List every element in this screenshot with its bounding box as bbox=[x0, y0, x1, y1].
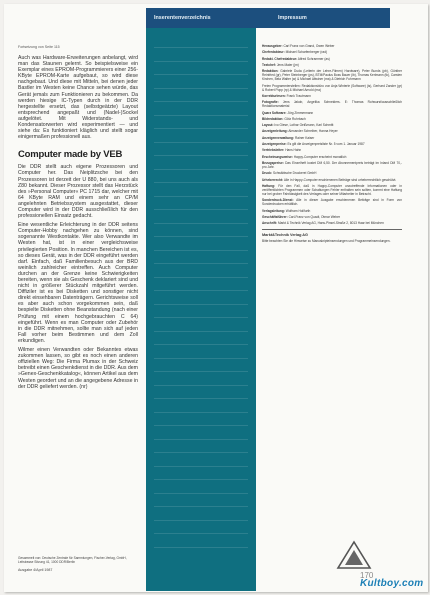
issue-label: Ausgabe 4/April 1987 bbox=[18, 568, 53, 573]
impressum-label: Sonderdruck-Dienst: bbox=[262, 198, 294, 203]
article-footer bbox=[18, 556, 138, 573]
impressum-entry bbox=[262, 44, 402, 48]
publisher-box-head: Markt&Technik Verlag AG bbox=[262, 233, 308, 238]
impressum-text: Michael Scharfenberger (rad) bbox=[285, 50, 328, 55]
impressum-text: Jörg Zimmermann bbox=[287, 110, 314, 115]
impressum-entry bbox=[262, 171, 402, 175]
impressum-entry bbox=[262, 155, 402, 159]
impressum-entry bbox=[262, 221, 402, 225]
footer-credit: Gesammelt von: Deutsche Zentrale für Sammlungen, Fischer-Verlag, GmbH, Leitstrasse Sitzung 41, 1000 DDR/Berlin bbox=[18, 556, 127, 565]
article-paragraph: Die DDR stellt auch eigene Prozessoren und Computer her. Das Neiplitzsche bei den Prozessoren ist derzeit der U 880, bei uns auch als Z80 bekannt. Dieser Prozessor stellt das Herzstück des »Personal Computer« PC 1715 dar, welcher mit 64 KByte RAM und einem sehr an CP/M angelehnten Betriebssystem ausgestattet, dieser Computer wird in der DDR ausschließlich für den professionellen Einsatz gedacht. bbox=[18, 164, 138, 220]
impressum-entry bbox=[262, 123, 402, 127]
impressum-text: Carl Franz von Grand, Owen Weber bbox=[283, 44, 335, 48]
impressum-label: Erscheinungsweise: bbox=[262, 154, 293, 159]
impressum-entry bbox=[262, 161, 402, 169]
impressum-label: Druck: bbox=[262, 171, 273, 176]
impressum-label: Redakt. Chefredakteur: bbox=[262, 56, 298, 61]
impressum-label: Bezugspreise: bbox=[262, 160, 284, 165]
impressum-label: Fotografie: bbox=[262, 100, 279, 105]
article-paragraph: Wilmer einen Verwandten oder Bekanntes etwas zukommen lassen, so gibt es noch einen anderen offiziellen Weg: Die Firma Plumax in der Schweiz betreibt einen Geschenkdienst in die DDR. Aus dem »Genex-Geschenkkatalog«, können Artikel aus dem Westen geordert und an die angegebene Adresse in der DDR geliefert werden. (nr) bbox=[18, 347, 138, 390]
impressum-text: Frank Trautmann bbox=[286, 93, 311, 98]
impressum-label: Verlagsleitung: bbox=[262, 208, 285, 213]
impressum-text: Alexander Schreiber, Hanna Heyer bbox=[288, 129, 338, 134]
impressum-label: Anzeigenverwaltung: bbox=[262, 135, 295, 140]
impressum-text: Carl-Franz von Quadt, Otmar Weber bbox=[288, 214, 341, 219]
impressum-text: Rainer Kaiser bbox=[294, 135, 315, 140]
impressum-label: Korrekturlesen: bbox=[262, 93, 286, 98]
impressum-entry bbox=[262, 178, 402, 182]
section-heading: Computer made by VEB bbox=[18, 149, 123, 161]
impressum-label: Anzeigenleitung: bbox=[262, 129, 288, 134]
page-number: 170 bbox=[360, 571, 374, 580]
impressum-text: Wolfram Hollfurth bbox=[285, 208, 311, 213]
impressum-text: Alfred Schrammer (as) bbox=[297, 56, 330, 61]
impressum-entry bbox=[262, 100, 402, 108]
impressum-text: Ivo Giese, Lothar Geißmann, Karl Schmitt bbox=[274, 123, 334, 128]
impressum-label: Layout: bbox=[262, 123, 274, 128]
tab-impressum: Impressum bbox=[278, 15, 307, 21]
publisher-box-text: Bitte beachten Sie die Hinweise zu Manuskripteinsendungen und Programmeinsendungen. bbox=[262, 239, 391, 244]
impressum-text: Für den Fall, daß in Happy-Computer unzutreffende Informationen oder in veröffentlichten Programmen oder Schaltungen Fehler enthalten sein sollten, kommt eine Haftung nur bei grober Fahrlässigkeit des Verlages oder seiner Mitarbeiter in Betracht. bbox=[262, 183, 402, 196]
impressum-label: Vertriebsleiter: bbox=[262, 148, 285, 153]
continued-note: Fortsetzung von Seite 115 bbox=[18, 45, 60, 49]
impressum-text: Markt & Technik Verlag AG, Hans-Pinsel-Straße 2, 8013 Haar bei München bbox=[277, 221, 384, 226]
impressum-label: Geschäftsführer: bbox=[262, 214, 288, 219]
impressum-label: Haftung: bbox=[262, 183, 276, 188]
impressum-column bbox=[262, 44, 402, 246]
impressum-label: Textchef: bbox=[262, 62, 276, 67]
publisher-box bbox=[262, 229, 402, 243]
impressum-text: Alle in dieser Ausgabe erschienenen Beiträge sind in Form von Sonderdrucken erhältlich. bbox=[262, 198, 402, 207]
impressum-label: Anschrift: bbox=[262, 221, 278, 226]
impressum-label: Urheberrecht: bbox=[262, 177, 284, 182]
impressum-text: Das Einzelheft kostet DM 6,50. Der Abonnementpreis beträgt im Inland DM 70,- pro Jahr. bbox=[262, 160, 403, 169]
impressum-entry bbox=[262, 142, 402, 146]
article-column bbox=[18, 45, 138, 393]
impressum-label: Quarz Software: bbox=[262, 110, 287, 115]
article-paragraph: Eine wesentliche Erleichterung in der DDR seitens Computer-Hobby nachgehen zu können, sind sogenannte Westkontakte. Wer also Verwandte im Westen hat, ist in einer vergleichsweise privilegierten Position. In manchen Bereichen ist es, so dieses Gerät, was in der DDR eingeführt werden darf. Einfach, daß Familienbesuch aus der BRD weinlich zahlreicher eintreffen. Auch Computer durchen an der Grenze keine Schwierigkeiten bereiten, wenn sie als Geschenk deklariert sind und nicht in größerer Stückzahl mitgeführt werden. Diffiziler ist es bei Disketten und sonstiger nicht direkt einsehbaren Datenträgern. Gerichtsweise soll es aber auch schon vorgekommen sein, daß bespielte Disketten ohne Beanstandung (nach einer Prüfung mit einem hochgebrauchten C 64) eingeführt. Wenn es man Computer oder Zubehör in die DDR mitnehmen, sollte man sich auf jeden Fall vorher beim Bestimmen und dem Zoll erkundigen. bbox=[18, 222, 138, 344]
section-header-bar bbox=[146, 8, 390, 28]
impressum-text: Es gilt die Anzeigenpreisliste Nr. 5 vom 1. Januar 1987 bbox=[287, 142, 365, 147]
impressum-entry bbox=[262, 209, 402, 213]
impressum-label: Redaktion: bbox=[262, 69, 279, 74]
impressum-text: Schwäbische Druckerei GmbH bbox=[273, 171, 317, 176]
impressum-text: Jens Maier (jm) bbox=[276, 62, 299, 67]
impressum-label: Chefredakteur: bbox=[262, 50, 285, 55]
impressum-label: Bildredaktion: bbox=[262, 116, 284, 121]
impressum-entry bbox=[262, 215, 402, 219]
impressum-text: Götz Ruhrbach bbox=[284, 116, 306, 121]
impressum-entry bbox=[262, 63, 402, 67]
impressum-entry bbox=[262, 111, 402, 115]
impressum-label: Herausgeber: bbox=[262, 44, 283, 48]
impressum-entry bbox=[262, 94, 402, 98]
impressum-entry bbox=[262, 129, 402, 133]
markt-technik-logo bbox=[336, 540, 372, 570]
impressum-text: Happy-Computer erscheint monatlich bbox=[293, 154, 347, 159]
watermark-logo: Kultboy.com bbox=[360, 578, 424, 589]
impressum-text: Freien Programmierstellen: Redaktionsbüro von Anja Winterle (Software) (is), Gerhard Zander (gr) & Robert Popp (rp) & Michael Arnold (ma) bbox=[262, 83, 402, 92]
impressum-entry bbox=[262, 148, 402, 152]
impressum-entry bbox=[262, 84, 402, 92]
tab-inserentenverzeichnis: Inserentenverzeichnis bbox=[154, 15, 211, 21]
impressum-entry bbox=[262, 198, 402, 206]
impressum-entry bbox=[262, 57, 402, 61]
impressum-entry bbox=[262, 136, 402, 140]
impressum-text: Alle in Happy-Computer erschienenen Beiträge sind urheberrechtlich geschützt. bbox=[283, 177, 397, 182]
impressum-text: Hans Hahn bbox=[285, 148, 302, 153]
article-paragraph: Auch was Hardware-Erweiterungen anbelangt, wird man das Staunen gelernt. So beispielsweise ein Exemplar eines EPROM-Programmierers einer 256-KByte EPROM-Karte aufgebaut, so wird diese nachgebaut. Und diese mit Mitteln, bei denen jeder Bastler im Westen keine Chance sehen würde, das Gerät jemals zum Funktionieren zu bekommen. Da werden hiesige IC-Typen durch in der DDR hergestellte ersetzt, das (selbstgeätzte) Layout entsprechend angepaßt und (Nadel-)Sockel aufgelötet. Mit Widerstands- und Kondensatorwerten wird experimentiert — und siehe da: Es funktioniert kläglich und stellt sogar einigermaßen professionell aus. bbox=[18, 55, 138, 141]
impressum-text: Gabriele Duda (Leiterin der Lehre-Filmen) Hardware), Peter Bunds (pb), Günther Reinfried (gr), Peter Steinberger (ps), BTM/Paulus Boss Bauer (lb), Thomas Kerlmann (tk), Carsten Kirchen, Bela Walter (w) & Michael Altwiner (ma) & Dietrich Fuhrmann bbox=[262, 69, 403, 82]
impressum-label: Anzeigenpreise: bbox=[262, 142, 287, 147]
impressum-entry bbox=[262, 69, 402, 81]
impressum-entry bbox=[262, 50, 402, 54]
teal-sidebar-lines bbox=[146, 34, 256, 574]
impressum-entry bbox=[262, 117, 402, 121]
impressum-entry bbox=[262, 184, 402, 196]
impressum-text: Jens Jakob, Angelika Schneiders. E: Thomas Rohwurst/ausschließlich Redaktionsmaterial bbox=[262, 100, 402, 109]
